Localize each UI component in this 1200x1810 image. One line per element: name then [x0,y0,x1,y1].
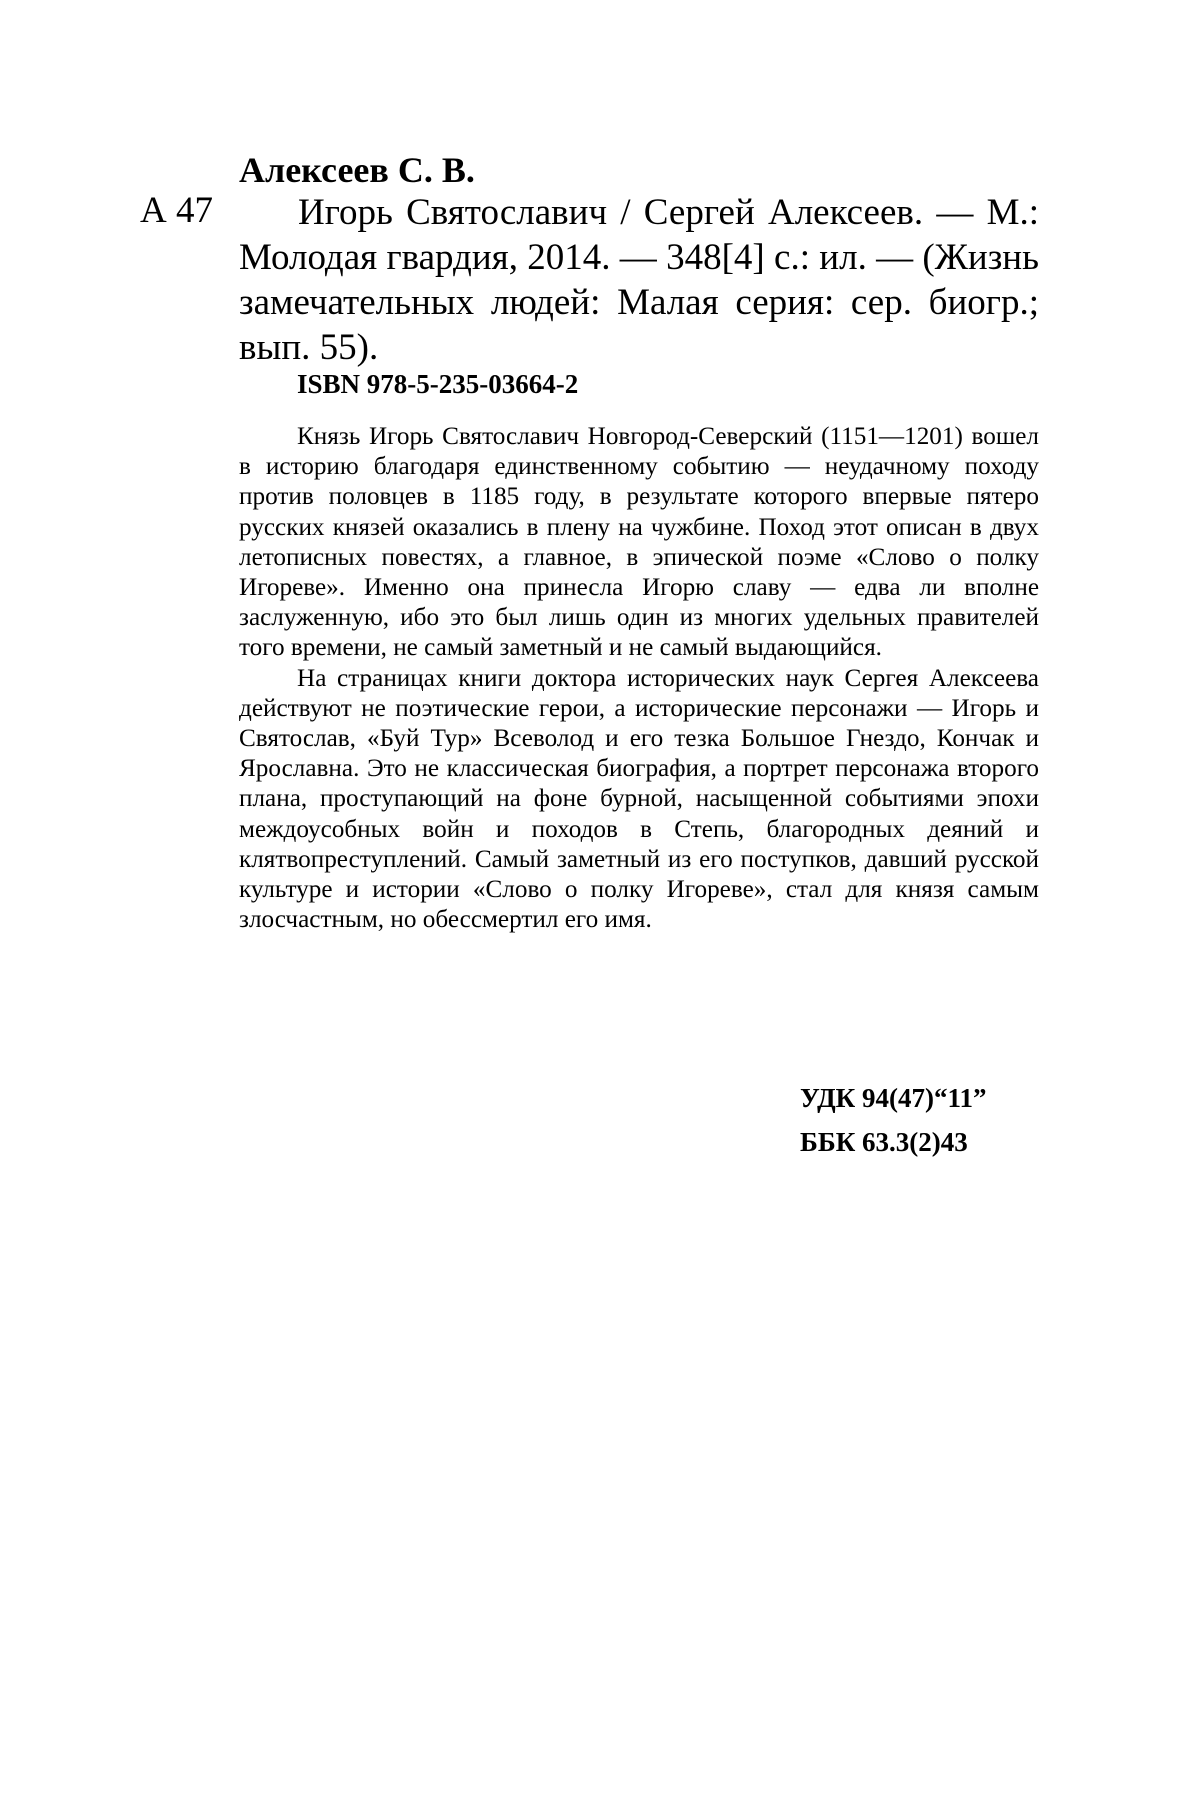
call-number: А 47 [140,190,213,232]
annotation-paragraph-2: На страницах книги доктора исторических наук Сергея Алексеева действуют не поэтические герои, а исторические персонажи — Игорь и Святослав, «Буй Тур» Всеволод и его тезка Большое Гнездо, Кончак и Ярославна. Это не классическая биография, а портрет персонажа второго плана, проступающий на фоне бурной, насыщенной событиями эпохи междоусобных войн и походов в Степь, благородных деяний и клятвопреступлений. Самый заметный из его поступков, давший русской культуре и истории «Слово о полку Игореве», стал для князя самым злосчастным, но обессмертил его имя. [239,664,1039,936]
annotation [239,422,1039,935]
bibliographic-entry: Игорь Святославич / Сергей Алексеев. — М.: Молодая гвардия, 2014. — 348[4] с.: ил. — (Жизнь замечательных людей: Малая серия: сер. биогр.; вып. 55). [239,190,1039,370]
isbn-number: ISBN 978-5-235-03664-2 [297,368,578,400]
author-heading: Алексеев С. В. [239,150,475,190]
catalog-card-page [0,0,1200,1810]
classification-codes [800,1076,986,1164]
udk-code: УДК 94(47)“11” [800,1076,986,1120]
annotation-paragraph-1: Князь Игорь Святославич Новгород-Северский (1151—1201) вошел в историю благодаря единственному событию — неудачному походу против половцев в 1185 году, в результате которого впервые пятеро русских князей оказались в плену на чужбине. Поход этот описан в двух летописных повестях, а главное, в эпической поэме «Слово о полку Игореве». Именно она принесла Игорю славу — едва ли вполне заслуженную, ибо это был лишь один из многих удельных правителей того времени, не самый заметный и не самый выдающийся. [239,422,1039,664]
bbk-code: ББК 63.3(2)43 [800,1120,986,1164]
